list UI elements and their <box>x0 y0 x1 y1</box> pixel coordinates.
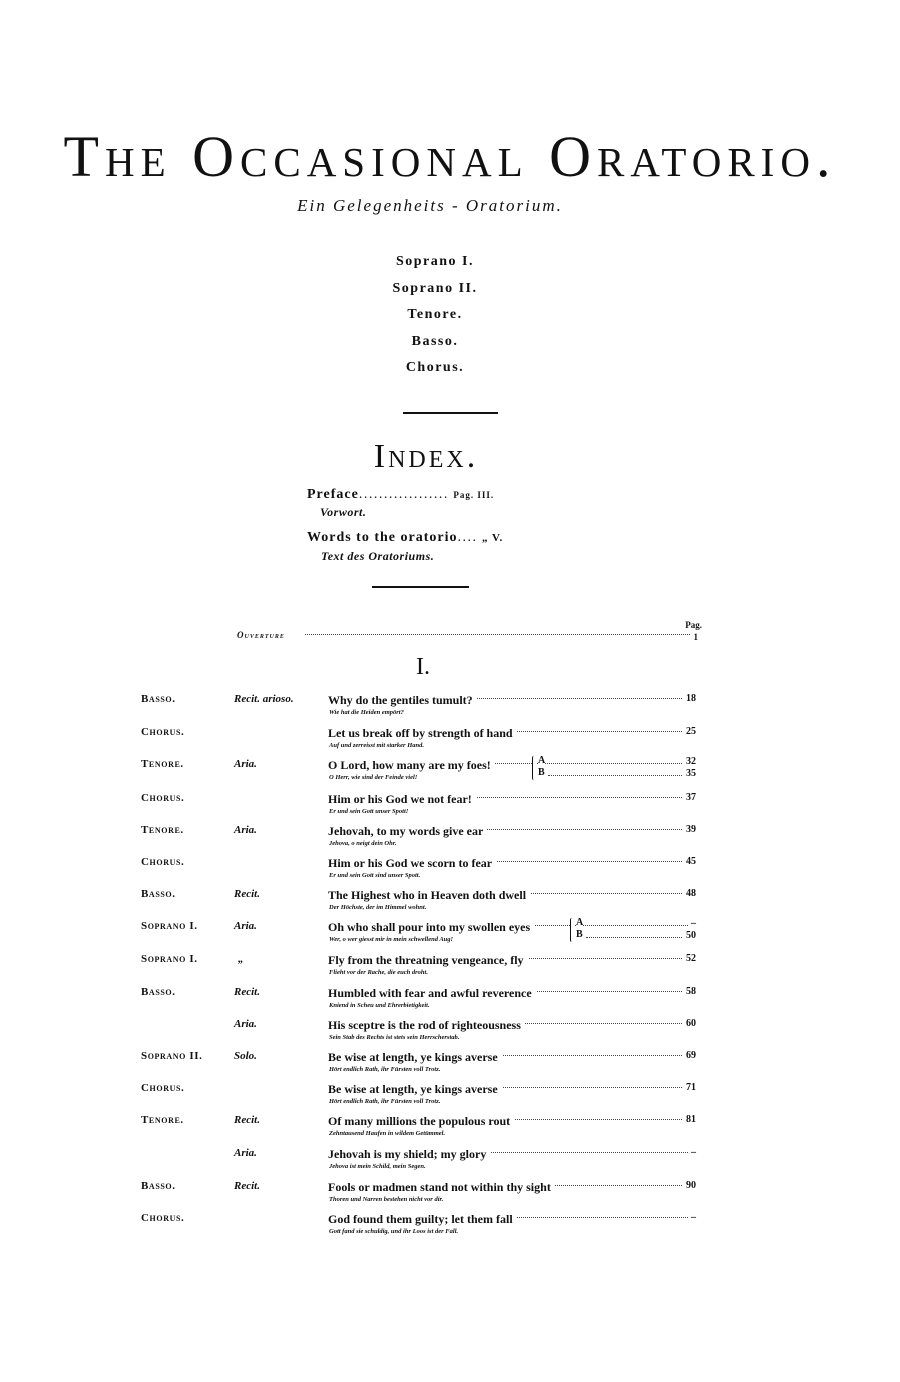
entry-title: Jehovah is my shield; my glory <box>328 1147 490 1162</box>
entry-title: Be wise at length, ye kings averse <box>328 1082 502 1097</box>
entry-voice: Chorus. <box>141 726 185 738</box>
entry-title: Of many millions the populous rout <box>328 1114 514 1129</box>
entry-german-title: Thoren und Narren bestehen nicht vor dir. <box>329 1196 444 1203</box>
entry-kind: „ <box>238 953 244 965</box>
entry-german-title: Gott fand sie schuldig, und ihr Loos ist der Fall. <box>329 1228 459 1235</box>
voice-item: Tenore. <box>407 307 463 322</box>
entry-page: 37 <box>683 792 696 803</box>
entry-page: 32 <box>683 756 696 767</box>
marker-b: B <box>538 767 545 778</box>
entry-page: 81 <box>683 1114 696 1125</box>
entry-german-title: Wer, o wer giesst mir in mein schwellend Aug! <box>329 936 454 943</box>
index-entry <box>0 792 900 824</box>
entry-kind: Aria. <box>234 1147 257 1159</box>
front-matter-title: Words to the oratorio <box>307 530 458 545</box>
entry-page: 39 <box>683 824 696 835</box>
entry-title: God found them guilty; let them fall <box>328 1212 517 1227</box>
entry-kind: Solo. <box>234 1050 257 1062</box>
entry-page: 60 <box>683 1018 696 1029</box>
dot-leader <box>305 634 690 635</box>
entry-title: Be wise at length, ye kings averse <box>328 1050 502 1065</box>
entry-kind: Recit. arioso. <box>234 693 294 705</box>
front-matter-subtitle: Vorwort. <box>320 505 367 519</box>
entry-kind: Recit. <box>234 1180 260 1192</box>
entry-voice: Soprano I. <box>141 920 198 932</box>
entry-voice: Chorus. <box>141 856 185 868</box>
divider <box>403 412 498 414</box>
entry-kind: Recit. <box>234 986 260 998</box>
entry-voice: Chorus. <box>141 1082 185 1094</box>
entry-title: Him or his God we scorn to fear <box>328 856 496 871</box>
entry-kind: Aria. <box>234 758 257 770</box>
index-entry <box>0 1147 900 1179</box>
entry-german-title: Kniend in Scheu und Ehrerbietigkeit. <box>329 1002 430 1009</box>
brace-mark <box>532 756 537 780</box>
entry-voice: Chorus. <box>141 792 185 804</box>
entry-german-title: Wie hat die Heiden empört? <box>329 709 404 716</box>
dot-leader: .... <box>457 530 478 545</box>
entry-german-title: Jehova, o neigt dein Ohr. <box>329 840 397 847</box>
pag-column-label: Pag. <box>685 620 702 630</box>
front-matter-page: „ V. <box>481 532 504 544</box>
entry-german-title: O Herr, wie sind der Feinde viel! <box>329 774 418 781</box>
voice-item: Chorus. <box>405 360 465 375</box>
entry-voice: Basso. <box>141 888 176 900</box>
entry-page: 48 <box>683 888 696 899</box>
entry-german-title: Zehntausend Haufen in wildem Getümmel. <box>329 1130 446 1137</box>
entry-voice: Tenore. <box>141 1114 184 1126</box>
front-matter-page: Pag. III. <box>453 490 495 500</box>
index-entry <box>0 1050 900 1082</box>
entry-title: Fly from the threatning vengeance, fly <box>328 953 528 968</box>
entry-voice: Basso. <box>141 1180 176 1192</box>
marker-b: B <box>576 929 583 940</box>
entry-voice: Basso. <box>141 986 176 998</box>
entry-kind: Recit. <box>234 888 260 900</box>
entry-page: – <box>688 1147 696 1158</box>
entry-page: 90 <box>683 1180 696 1191</box>
entry-page: 58 <box>683 986 696 997</box>
front-matter-preface <box>307 487 494 503</box>
overture-page: 1 <box>693 632 698 642</box>
entry-title: O Lord, how many are my foes! <box>328 758 495 773</box>
entry-title: Jehovah, to my words give ear <box>328 824 487 839</box>
entry-german-title: Hört endlich Rath, ihr Fürsten voll Trotz. <box>329 1098 441 1105</box>
index-entry <box>0 755 900 790</box>
voice-item: Basso. <box>411 333 459 349</box>
entry-title: His sceptre is the rod of righteousness <box>328 1018 525 1033</box>
entry-kind: Aria. <box>234 1018 257 1030</box>
entry-title: Oh who shall pour into my swollen eyes <box>328 920 534 935</box>
entry-german-title: Er und sein Gott sind unser Spott. <box>329 872 421 879</box>
voice-list <box>0 254 870 387</box>
index-entry <box>0 1180 900 1212</box>
entry-title: Humbled with fear and awful reverence <box>328 986 536 1001</box>
index-entry <box>0 953 900 985</box>
entry-german-title: Er und sein Gott unser Spott! <box>329 808 409 815</box>
index-entry <box>0 1082 900 1114</box>
marker-a: A <box>538 755 546 766</box>
front-matter-subtitle: Text des Oratoriums. <box>321 549 435 563</box>
entry-page: – <box>688 918 696 929</box>
entry-german-title: Sein Stab des Rechts ist stets sein Herrscherstab. <box>329 1034 460 1041</box>
entry-voice: Chorus. <box>141 1212 185 1224</box>
entry-title: Let us break off by strength of hand <box>328 726 517 741</box>
entry-german-title: Flieht vor der Rache, die euch droht. <box>329 969 428 976</box>
entry-page: – <box>688 1212 696 1223</box>
entry-kind: Aria. <box>234 920 257 932</box>
entry-page: 69 <box>683 1050 696 1061</box>
entry-page: 18 <box>683 693 696 704</box>
entry-kind: Aria. <box>234 824 257 836</box>
index-entry <box>0 726 900 758</box>
index-entry <box>0 1018 900 1050</box>
entry-voice: Tenore. <box>141 758 184 770</box>
index-entry <box>0 1114 900 1146</box>
entry-title: Fools or madmen stand not within thy sight <box>328 1180 555 1195</box>
entry-kind: Recit. <box>234 1114 260 1126</box>
voice-item: Soprano I. <box>395 254 475 269</box>
index-entry <box>0 693 900 725</box>
front-matter-words <box>307 530 503 546</box>
entry-page: 71 <box>683 1082 696 1093</box>
entry-title: Why do the gentiles tumult? <box>328 693 477 708</box>
front-matter-title: Preface <box>307 487 359 502</box>
marker-a: A <box>576 917 584 928</box>
index-entry <box>0 986 900 1018</box>
entry-german-title: Jehova ist mein Schild, mein Segen. <box>329 1163 426 1170</box>
entry-voice: Soprano II. <box>141 1050 203 1062</box>
index-entry <box>0 856 900 888</box>
entry-german-title: Hört endlich Rath, ihr Fürsten voll Trotz. <box>329 1066 441 1073</box>
entry-page: 45 <box>683 856 696 867</box>
entry-title: Him or his God we not fear! <box>328 792 476 807</box>
entry-german-title: Der Höchste, der im Himmel wohnt. <box>329 904 427 911</box>
divider <box>372 586 469 588</box>
dot-leader: .................. <box>358 487 449 502</box>
voice-item: Soprano II. <box>392 280 478 296</box>
brace-mark <box>570 918 575 942</box>
index-heading: Index. <box>373 438 479 475</box>
part-number: I. <box>416 654 430 680</box>
page-subtitle: Ein Gelegenheits - Oratorium. <box>297 196 563 215</box>
entry-title: The Highest who in Heaven doth dwell <box>328 888 530 903</box>
dot-leader <box>586 937 688 938</box>
index-entry <box>0 824 900 856</box>
entry-german-title: Auf und zerreisst mit starker Hand. <box>329 742 424 749</box>
index-entry <box>0 1212 900 1244</box>
entry-voice: Soprano I. <box>141 953 198 965</box>
entry-page: 35 <box>683 768 696 779</box>
overture-label: Ouverture <box>237 630 285 640</box>
entry-page: 52 <box>683 953 696 964</box>
entry-page: 50 <box>683 930 696 941</box>
entry-page: 25 <box>683 726 696 737</box>
index-entry <box>0 888 900 920</box>
entry-voice: Tenore. <box>141 824 184 836</box>
dot-leader <box>548 775 688 776</box>
index-entry <box>0 917 900 952</box>
page-title: The Occasional Oratorio. <box>63 124 837 189</box>
entry-voice: Basso. <box>141 693 176 705</box>
